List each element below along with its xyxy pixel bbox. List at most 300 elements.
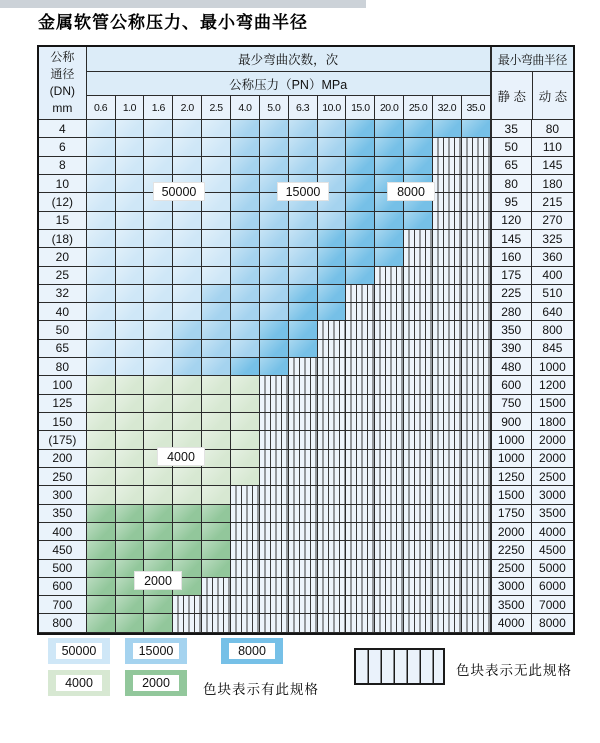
no-spec-cell [346, 523, 375, 541]
no-spec-cell [231, 614, 260, 632]
no-spec-cell [404, 267, 433, 285]
pressure-col-header: 35.0 [462, 96, 491, 120]
table-row [39, 138, 573, 156]
spec-cell [116, 138, 145, 156]
spec-cell [375, 248, 404, 266]
no-spec-cell [260, 578, 289, 596]
spec-cell [116, 230, 145, 248]
spec-cell [144, 541, 173, 559]
spec-cell [173, 120, 202, 138]
dn-cell: 400 [39, 523, 87, 541]
pressure-col-header: 2.0 [173, 96, 202, 120]
spec-cell [202, 321, 231, 339]
table-row [39, 431, 573, 449]
table-row [39, 285, 573, 303]
no-spec-cell [260, 560, 289, 578]
spec-cell [231, 468, 260, 486]
spec-cell [202, 486, 231, 504]
dynamic-cell: 7000 [532, 596, 573, 614]
spec-cell [202, 340, 231, 358]
no-spec-cell [346, 303, 375, 321]
static-cell: 1250 [491, 468, 532, 486]
zone-cells [87, 505, 491, 523]
no-spec-cell [346, 560, 375, 578]
pressure-col-header: 32.0 [433, 96, 462, 120]
no-spec-cell [231, 560, 260, 578]
spec-cell [202, 450, 231, 468]
spec-cell [289, 285, 318, 303]
spec-cell [144, 248, 173, 266]
spec-cell [144, 212, 173, 230]
no-spec-cell [433, 340, 462, 358]
static-cell: 280 [491, 303, 532, 321]
dynamic-cell: 6000 [532, 578, 573, 596]
table-row [39, 560, 573, 578]
dn-header [39, 47, 87, 120]
no-spec-cell [375, 596, 404, 614]
zone-cells [87, 395, 491, 413]
no-spec-cell [375, 523, 404, 541]
legend-present-text: 色块表示有此规格 [203, 682, 319, 697]
no-spec-cell [289, 376, 318, 394]
spec-cell [173, 505, 202, 523]
zone-cells [87, 230, 491, 248]
no-spec-cell [289, 413, 318, 431]
dn-cell: 150 [39, 413, 87, 431]
dynamic-cell: 510 [532, 285, 573, 303]
spec-cell [202, 395, 231, 413]
no-spec-cell [260, 450, 289, 468]
no-spec-cell [318, 541, 347, 559]
spec-cell [202, 376, 231, 394]
dn-cell: (18) [39, 230, 87, 248]
zone-cells [87, 267, 491, 285]
no-spec-cell [433, 230, 462, 248]
static-cell: 225 [491, 285, 532, 303]
spec-cell [87, 175, 116, 193]
no-spec-cell [375, 614, 404, 632]
spec-cell [202, 358, 231, 376]
dynamic-cell: 2000 [532, 450, 573, 468]
table-row [39, 267, 573, 285]
no-spec-cell [433, 578, 462, 596]
no-spec-cell [289, 578, 318, 596]
zone-cells [87, 358, 491, 376]
zone-cells [87, 340, 491, 358]
no-spec-cell [375, 267, 404, 285]
spec-cell [116, 248, 145, 266]
table-row [39, 157, 573, 175]
legend-swatch-label: 2000 [133, 675, 179, 691]
spec-cell [116, 157, 145, 175]
pressure-col-header: 25.0 [404, 96, 433, 120]
dynamic-cell: 215 [532, 193, 573, 211]
spec-cell [87, 450, 116, 468]
spec-cell [87, 523, 116, 541]
dn-cell: 450 [39, 541, 87, 559]
dn-cell: 80 [39, 358, 87, 376]
no-spec-cell [318, 358, 347, 376]
zone-cells [87, 303, 491, 321]
dn-header-line: (DN) [49, 84, 75, 98]
spec-cell [116, 596, 145, 614]
no-spec-cell [433, 303, 462, 321]
dn-cell: (175) [39, 431, 87, 449]
no-spec-cell [433, 376, 462, 394]
spec-cell [173, 285, 202, 303]
spec-cell [116, 285, 145, 303]
table-row [39, 395, 573, 413]
no-spec-cell [462, 614, 491, 632]
spec-cell [144, 157, 173, 175]
no-spec-cell [433, 614, 462, 632]
no-spec-cell [289, 486, 318, 504]
no-spec-cell [462, 450, 491, 468]
no-spec-cell [404, 541, 433, 559]
spec-cell [202, 212, 231, 230]
dn-cell: 20 [39, 248, 87, 266]
legend-swatch-2000 [125, 670, 187, 696]
table-row [39, 303, 573, 321]
spec-cell [375, 212, 404, 230]
pressure-col-header: 4.0 [231, 96, 260, 120]
table-row [39, 578, 573, 596]
no-spec-cell [346, 596, 375, 614]
no-spec-cell [375, 486, 404, 504]
no-spec-cell [433, 468, 462, 486]
dn-cell: 600 [39, 578, 87, 596]
dn-cell: 50 [39, 321, 87, 339]
no-spec-cell [289, 505, 318, 523]
spec-cell [87, 321, 116, 339]
spec-cell [116, 120, 145, 138]
zone-cells [87, 157, 491, 175]
no-spec-cell [404, 560, 433, 578]
spec-cell [173, 212, 202, 230]
dynamic-cell: 8000 [532, 614, 573, 632]
dn-cell: 10 [39, 175, 87, 193]
table-row [39, 120, 573, 138]
dn-cell: 15 [39, 212, 87, 230]
spec-cell [404, 138, 433, 156]
dn-header-line: mm [52, 101, 73, 115]
spec-cell [346, 193, 375, 211]
dn-cell: 350 [39, 505, 87, 523]
no-spec-cell [202, 578, 231, 596]
no-spec-cell [375, 303, 404, 321]
static-cell: 1000 [491, 431, 532, 449]
no-spec-cell [462, 230, 491, 248]
zone-cells [87, 120, 491, 138]
dynamic-cell: 1000 [532, 358, 573, 376]
bend-pressure-header-group [87, 47, 491, 120]
no-spec-cell [433, 358, 462, 376]
no-spec-cell [346, 578, 375, 596]
pressure-col-header: 1.0 [116, 96, 145, 120]
no-spec-cell [462, 578, 491, 596]
spec-cell [318, 230, 347, 248]
spec-cell [173, 468, 202, 486]
no-spec-cell [462, 596, 491, 614]
spec-cell [375, 120, 404, 138]
spec-cell [231, 193, 260, 211]
no-spec-cell [318, 376, 347, 394]
spec-cell [346, 212, 375, 230]
no-spec-cell [375, 468, 404, 486]
static-cell: 1500 [491, 486, 532, 504]
static-cell: 1750 [491, 505, 532, 523]
no-spec-cell [260, 413, 289, 431]
no-spec-cell [462, 340, 491, 358]
static-cell: 2250 [491, 541, 532, 559]
no-spec-cell [433, 395, 462, 413]
table-row [39, 486, 573, 504]
no-spec-cell [289, 523, 318, 541]
static-dynamic-header-row [492, 72, 573, 120]
no-spec-cell [462, 248, 491, 266]
table-row [39, 340, 573, 358]
no-spec-cell [346, 450, 375, 468]
no-spec-cell [462, 138, 491, 156]
spec-cell [87, 431, 116, 449]
no-spec-cell [318, 450, 347, 468]
spec-cell [260, 267, 289, 285]
zone-cells [87, 431, 491, 449]
no-spec-cell [346, 413, 375, 431]
no-spec-cell [433, 157, 462, 175]
no-spec-cell [404, 505, 433, 523]
zone-cells [87, 596, 491, 614]
no-spec-cell [231, 541, 260, 559]
table-row [39, 248, 573, 266]
spec-cell [144, 523, 173, 541]
spec-cell [173, 303, 202, 321]
no-spec-cell [433, 486, 462, 504]
legend-swatch-8000 [221, 638, 283, 664]
spec-cell [231, 413, 260, 431]
no-spec-cell [433, 193, 462, 211]
legend-swatch-label: 15000 [133, 643, 179, 659]
no-spec-cell [404, 614, 433, 632]
no-spec-cell [260, 614, 289, 632]
no-spec-cell [433, 541, 462, 559]
no-spec-cell [462, 321, 491, 339]
dynamic-cell: 2000 [532, 431, 573, 449]
static-cell: 4000 [491, 614, 532, 632]
no-spec-cell [404, 230, 433, 248]
no-spec-cell [375, 285, 404, 303]
no-spec-cell [462, 303, 491, 321]
spec-cell [144, 230, 173, 248]
table-row [39, 212, 573, 230]
no-spec-cell [318, 614, 347, 632]
no-spec-cell [404, 395, 433, 413]
no-spec-cell [462, 267, 491, 285]
legend-swatch-label: 50000 [56, 643, 102, 659]
no-spec-cell [375, 578, 404, 596]
zone-cells [87, 413, 491, 431]
spec-cell [173, 248, 202, 266]
spec-cell [144, 340, 173, 358]
no-spec-cell [231, 523, 260, 541]
no-spec-cell [404, 486, 433, 504]
table-row [39, 523, 573, 541]
spec-cell [202, 138, 231, 156]
spec-cell [202, 285, 231, 303]
spec-cell [202, 541, 231, 559]
spec-cell [87, 468, 116, 486]
no-spec-cell [318, 578, 347, 596]
radius-header-group [491, 47, 573, 120]
no-spec-cell [462, 376, 491, 394]
static-cell: 480 [491, 358, 532, 376]
spec-cell [289, 248, 318, 266]
spec-cell [87, 413, 116, 431]
no-spec-cell [346, 376, 375, 394]
static-cell: 35 [491, 120, 532, 138]
no-spec-cell [404, 358, 433, 376]
static-cell: 750 [491, 395, 532, 413]
table-row [39, 541, 573, 559]
no-spec-cell [260, 523, 289, 541]
spec-cell [318, 138, 347, 156]
no-spec-cell [346, 340, 375, 358]
spec-cell [346, 157, 375, 175]
spec-cell [260, 285, 289, 303]
no-spec-cell [318, 395, 347, 413]
spec-cell [231, 267, 260, 285]
no-spec-cell [231, 505, 260, 523]
dn-cell: 700 [39, 596, 87, 614]
no-spec-cell [433, 138, 462, 156]
dn-cell: 8 [39, 157, 87, 175]
no-spec-cell [375, 321, 404, 339]
zone-cells [87, 285, 491, 303]
spec-cell [231, 321, 260, 339]
no-spec-cell [462, 358, 491, 376]
no-spec-cell [462, 212, 491, 230]
spec-cell [87, 138, 116, 156]
spec-cell [173, 413, 202, 431]
legend-swatch-label: 4000 [56, 675, 102, 691]
static-cell: 390 [491, 340, 532, 358]
no-spec-cell [318, 413, 347, 431]
no-spec-cell [375, 450, 404, 468]
spec-cell [116, 614, 145, 632]
dynamic-cell: 800 [532, 321, 573, 339]
no-spec-cell [289, 541, 318, 559]
spec-cell [116, 340, 145, 358]
cycles-label-15000: 15000 [277, 182, 329, 201]
legend-swatch-label: 8000 [229, 643, 275, 659]
spec-cell [87, 230, 116, 248]
legend-absent-swatch [354, 648, 445, 685]
spec-cell [318, 212, 347, 230]
dynamic-cell: 845 [532, 340, 573, 358]
no-spec-cell [260, 541, 289, 559]
spec-cell [173, 376, 202, 394]
spec-cell [404, 212, 433, 230]
static-cell: 3500 [491, 596, 532, 614]
spec-cell [289, 230, 318, 248]
spec-cell [87, 358, 116, 376]
spec-cell [87, 614, 116, 632]
spec-cell [260, 358, 289, 376]
no-spec-cell [260, 486, 289, 504]
spec-cell [87, 541, 116, 559]
spec-cell [202, 560, 231, 578]
spec-cell [346, 267, 375, 285]
no-spec-cell [289, 395, 318, 413]
spec-cell [202, 230, 231, 248]
static-cell: 145 [491, 230, 532, 248]
no-spec-cell [318, 523, 347, 541]
no-spec-cell [289, 614, 318, 632]
no-spec-cell [346, 358, 375, 376]
zone-cells [87, 212, 491, 230]
spec-cell [116, 505, 145, 523]
spec-cell [116, 321, 145, 339]
spec-cell [346, 230, 375, 248]
no-spec-cell [260, 505, 289, 523]
no-spec-cell [375, 358, 404, 376]
dn-cell: 200 [39, 450, 87, 468]
table-row [39, 230, 573, 248]
no-spec-cell [289, 431, 318, 449]
spec-cell [144, 285, 173, 303]
dn-cell: 4 [39, 120, 87, 138]
zone-cells [87, 614, 491, 632]
spec-cell [260, 303, 289, 321]
dn-cell: 6 [39, 138, 87, 156]
page-title: 金属软管公称压力、最小弯曲半径 [38, 13, 308, 33]
spec-cell [202, 157, 231, 175]
spec-cell [318, 285, 347, 303]
no-spec-cell [462, 505, 491, 523]
dynamic-cell: 360 [532, 248, 573, 266]
no-spec-cell [346, 486, 375, 504]
no-spec-cell [260, 431, 289, 449]
spec-cell [116, 175, 145, 193]
dynamic-cell: 325 [532, 230, 573, 248]
spec-cell [144, 358, 173, 376]
static-cell: 120 [491, 212, 532, 230]
dn-header-line: 通径 [50, 67, 75, 81]
table-row [39, 468, 573, 486]
spec-cell [116, 450, 145, 468]
no-spec-cell [433, 523, 462, 541]
spec-cell [202, 523, 231, 541]
table-row [39, 450, 573, 468]
table-row [39, 376, 573, 394]
no-spec-cell [346, 505, 375, 523]
spec-cell [318, 303, 347, 321]
dn-cell: 40 [39, 303, 87, 321]
no-spec-cell [346, 614, 375, 632]
spec-cell [87, 120, 116, 138]
spec-cell [231, 175, 260, 193]
no-spec-cell [375, 395, 404, 413]
table-header [39, 47, 573, 120]
spec-cell [144, 596, 173, 614]
legend-swatch-50000 [48, 638, 110, 664]
dynamic-cell: 1800 [532, 413, 573, 431]
spec-cell [144, 468, 173, 486]
dynamic-cell: 1200 [532, 376, 573, 394]
no-spec-cell [375, 340, 404, 358]
no-spec-cell [462, 468, 491, 486]
spec-cell [116, 468, 145, 486]
